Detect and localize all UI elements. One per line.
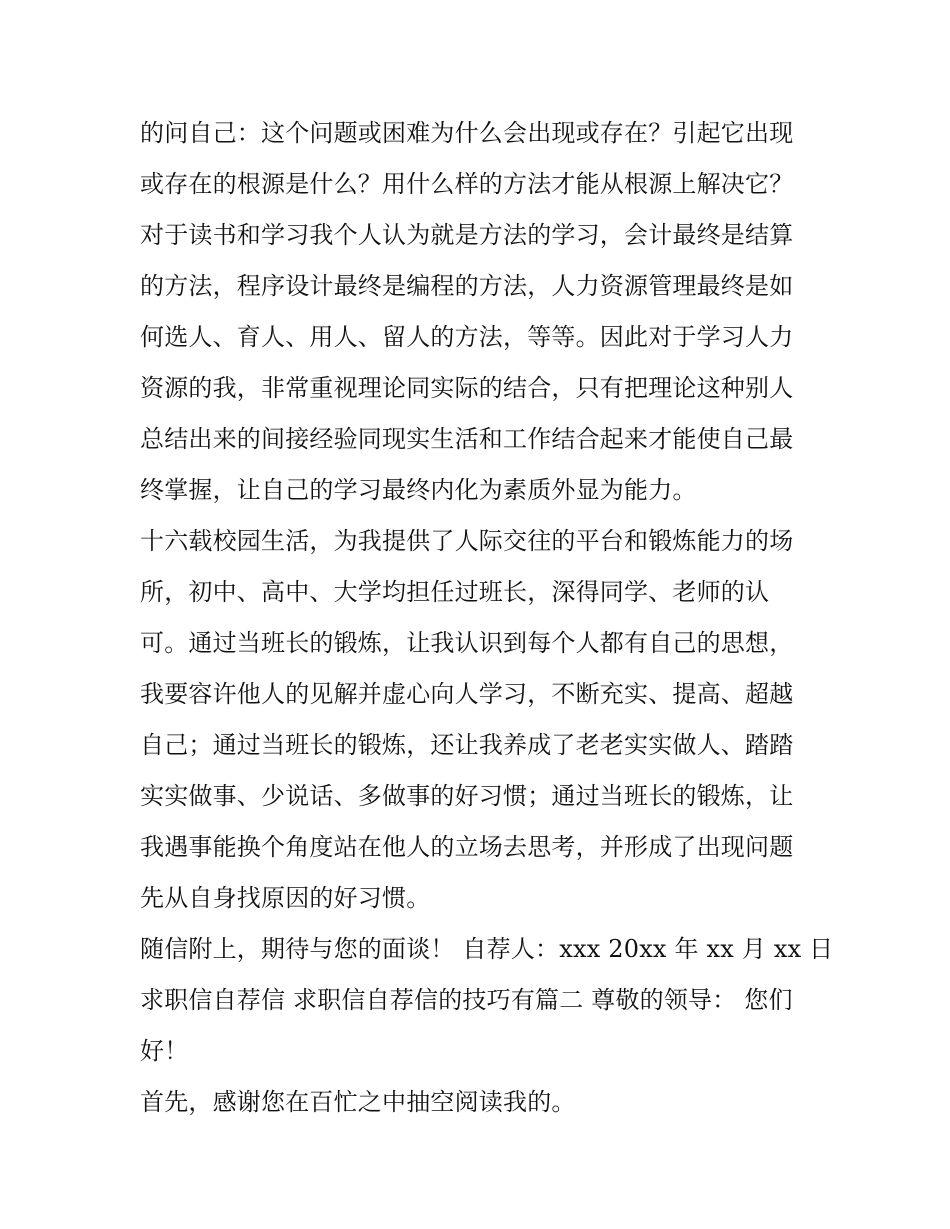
text-line: 先从自身找原因的好习惯。 <box>140 884 431 912</box>
text-line: 何选人、育人、用人、留人的方法，等等。因此对于学习人力 <box>140 323 794 351</box>
text-line: 或存在的根源是什么？用什么样的方法才能从根源上解决它？ <box>140 170 794 198</box>
text-line: 我要容许他人的见解并虚心向人学习，不断充实、提高、超越 <box>140 680 794 708</box>
text-line: 的方法，程序设计最终是编程的方法，人力资源管理最终是如 <box>140 272 794 300</box>
text-line: 实实做事、少说话、多做事的好习惯；通过当班长的锻炼，让 <box>140 782 794 810</box>
text-line: 总结出来的间接经验同现实生活和工作结合起来才能使自己最 <box>140 425 794 453</box>
text-line: 所，初中、高中、大学均担任过班长，深得同学、老师的认 <box>140 578 770 606</box>
text-line: 我遇事能换个角度站在他人的立场去思考，并形成了出现问题 <box>140 833 794 861</box>
text-line: 对于读书和学习我个人认为就是方法的学习，会计最终是结算 <box>140 221 794 249</box>
text-line: 随信附上，期待与您的面谈！ 自荐人：xxx 20xx 年 xx 月 xx 日 <box>140 935 834 963</box>
text-line: 自己；通过当班长的锻炼，还让我养成了老老实实做人、踏踏 <box>140 731 794 759</box>
text-line: 资源的我，非常重视理论同实际的结合，只有把理论这种别人 <box>140 374 794 402</box>
text-line: 首先，感谢您在百忙之中抽空阅读我的。 <box>140 1088 576 1116</box>
text-line: 好！ <box>140 1037 189 1065</box>
text-line: 十六载校园生活，为我提供了人际交往的平台和锻炼能力的场 <box>140 527 794 555</box>
text-line: 求职信自荐信 求职信自荐信的技巧有篇二 尊敬的领导： 您们 <box>140 986 793 1014</box>
text-line: 的问自己：这个问题或困难为什么会出现或存在？引起它出现 <box>140 119 794 147</box>
text-line: 终掌握，让自己的学习最终内化为素质外显为能力。 <box>140 476 697 504</box>
document-body <box>140 108 834 1128</box>
text-line: 可。通过当班长的锻炼，让我认识到每个人都有自己的思想， <box>140 629 794 657</box>
